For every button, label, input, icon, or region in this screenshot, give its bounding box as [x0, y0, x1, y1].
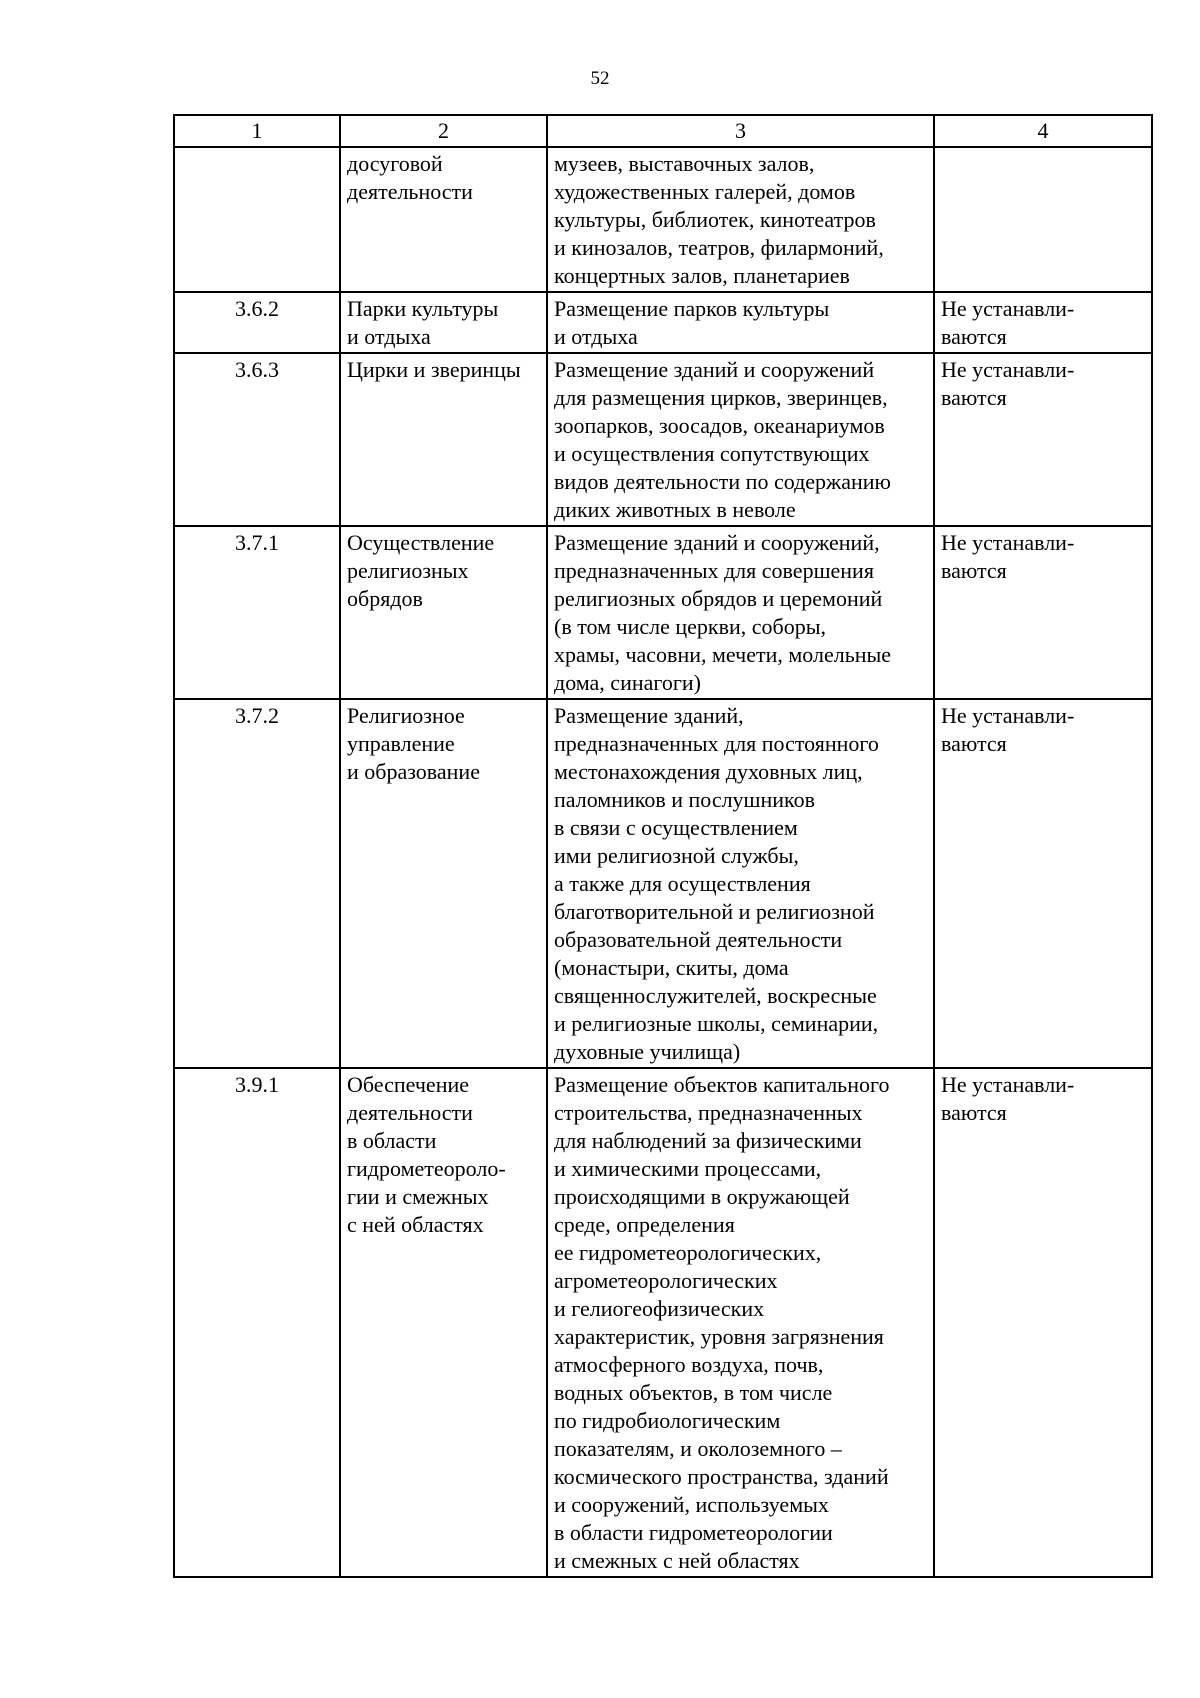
row-code: 3.7.2 [174, 699, 340, 1068]
table-row [174, 1068, 1152, 1577]
row-description: Размещение зданий и сооружений для размещения цирков, зверинцев, зоопарков, зоосадов, океанариумов и осуществления сопутствующих видов деятельности по содержанию диких животных в неволе [547, 353, 934, 526]
row-code: 3.7.1 [174, 526, 340, 699]
table-row [174, 292, 1152, 353]
row-name: досуговой деятельности [340, 147, 547, 292]
row-code: 3.6.3 [174, 353, 340, 526]
row-name: Парки культуры и отдыха [340, 292, 547, 353]
row-name: Осуществление религиозных обрядов [340, 526, 547, 699]
row-params: Не устанавли- ваются [934, 526, 1152, 699]
row-code: 3.6.2 [174, 292, 340, 353]
row-code [174, 147, 340, 292]
row-params: Не устанавли- ваются [934, 699, 1152, 1068]
row-params [934, 147, 1152, 292]
table-header-row [174, 115, 1152, 147]
row-code: 3.9.1 [174, 1068, 340, 1577]
row-description: Размещение объектов капитального строительства, предназначенных для наблюдений за физическими и химическими процессами, происходящими в окружающей среде, определения ее гидрометеорологических, агрометеорологических и гелиогеофизических характеристик, уровня загрязнения атмосферного воздуха, почв, водных объектов, в том числе по гидробиологическим показателям, и околоземного – космического пространства, зданий и сооружений, используемых в области гидрометеорологии и смежных с ней областях [547, 1068, 934, 1577]
row-params: Не устанавли- ваются [934, 292, 1152, 353]
row-description: Размещение зданий, предназначенных для постоянного местонахождения духовных лиц, паломников и послушников в связи с осуществлением ими религиозной службы, а также для осуществления благотворительной и религиозной образовательной деятельности (монастыри, скиты, дома священнослужителей, воскресные и религиозные школы, семинарии, духовные училища) [547, 699, 934, 1068]
row-params: Не устанавли- ваются [934, 1068, 1152, 1577]
row-name: Религиозное управление и образование [340, 699, 547, 1068]
column-number-2: 2 [340, 115, 547, 147]
column-number-4: 4 [934, 115, 1152, 147]
column-number-3: 3 [547, 115, 934, 147]
row-name: Обеспечение деятельности в области гидрометеороло- гии и смежных с ней областях [340, 1068, 547, 1577]
table-row [174, 147, 1152, 292]
row-description: Размещение зданий и сооружений, предназначенных для совершения религиозных обрядов и церемоний (в том числе церкви, соборы, храмы, часовни, мечети, молельные дома, синагоги) [547, 526, 934, 699]
table-row [174, 353, 1152, 526]
page-number: 52 [590, 68, 610, 89]
table-row [174, 699, 1152, 1068]
table-row [174, 526, 1152, 699]
land-use-table [173, 114, 1153, 1578]
column-number-1: 1 [174, 115, 340, 147]
row-description: Размещение парков культуры и отдыха [547, 292, 934, 353]
row-description: музеев, выставочных залов, художественных галерей, домов культуры, библиотек, кинотеатров и кинозалов, театров, филармоний, концертных залов, планетариев [547, 147, 934, 292]
row-name: Цирки и зверинцы [340, 353, 547, 526]
row-params: Не устанавли- ваются [934, 353, 1152, 526]
